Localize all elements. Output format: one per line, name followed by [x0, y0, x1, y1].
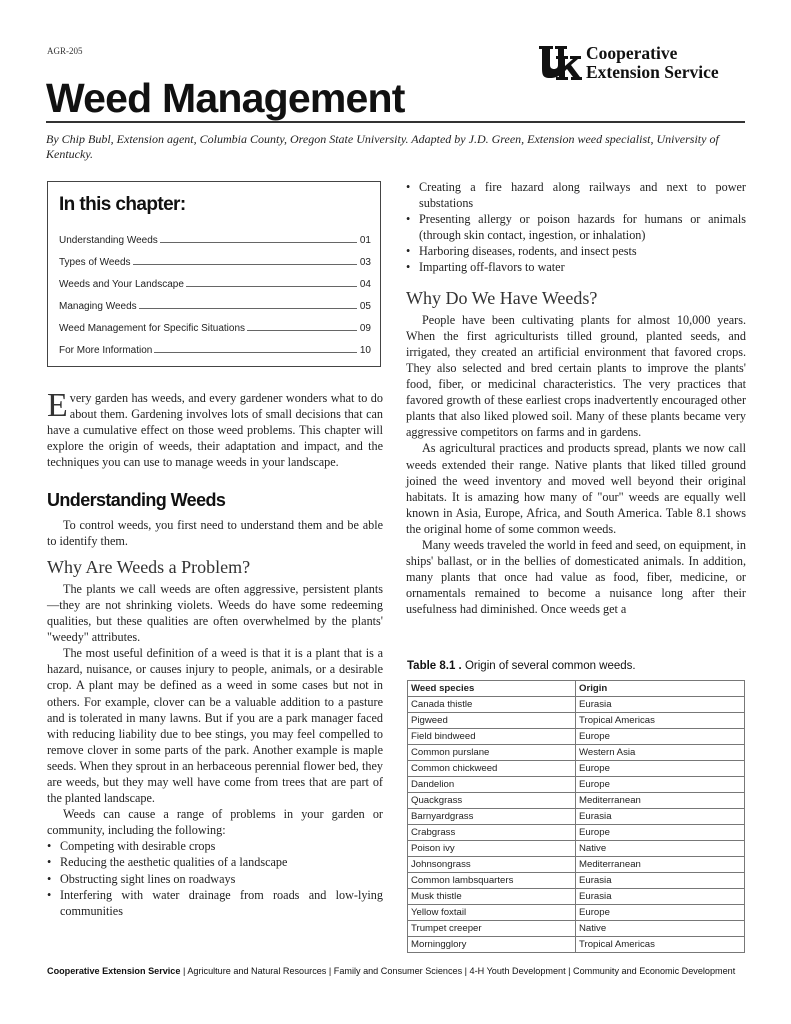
page-title: Weed Management	[46, 75, 405, 121]
problems-list	[47, 838, 383, 918]
list-item: • Reducing the aesthetic qualities of a landscape	[47, 854, 383, 870]
understanding-weeds-heading: Understanding Weeds	[47, 490, 226, 511]
extension-logo	[538, 43, 748, 85]
body-paragraph: Many weeds traveled the world in feed and seed, on equipment, in ships' ballast, or in the bellies of domesticated animals. In addition, many plants that once had value as food, fiber, medicine, or ornamentals remained to become a nuisance long after their usefulness had diminished. Once weeds get a	[406, 537, 746, 617]
contents-heading: In this chapter:	[59, 194, 186, 215]
origin-cell: Native	[576, 841, 745, 857]
drop-cap: E	[47, 387, 68, 424]
table-row	[408, 873, 745, 889]
toc-item-label: Weeds and Your Landscape	[59, 279, 184, 290]
footer-org: Cooperative Extension Service	[47, 966, 181, 976]
right-column	[406, 179, 746, 617]
toc-item[interactable]	[59, 254, 371, 268]
toc-item-label: For More Information	[59, 345, 153, 356]
weed-species-cell: Field bindweed	[408, 729, 576, 745]
table-caption	[407, 660, 636, 672]
table-row	[408, 761, 745, 777]
list-item: • Harboring diseases, rodents, and insect pests	[406, 243, 746, 259]
toc-item-page: 10	[359, 345, 371, 356]
table-row	[408, 777, 745, 793]
origin-cell: Eurasia	[576, 889, 745, 905]
origin-cell: Europe	[576, 905, 745, 921]
toc-item-page: 09	[359, 323, 371, 334]
weed-species-cell: Canada thistle	[408, 697, 576, 713]
weed-species-cell: Poison ivy	[408, 841, 576, 857]
toc-item-label: Managing Weeds	[59, 301, 137, 312]
weed-species-cell: Yellow foxtail	[408, 905, 576, 921]
body-paragraph: The plants we call weeds are often aggressive, persistent plants—they are not shrinking violets. Weeds do have some redeeming qualities, but these qualities are often overwhelmed by the plants' "weedy" attributes.	[47, 581, 383, 645]
origin-cell: Europe	[576, 777, 745, 793]
table-row	[408, 809, 745, 825]
table-row	[408, 825, 745, 841]
origin-cell: Mediterranean	[576, 793, 745, 809]
weed-species-cell: Common lambsquarters	[408, 873, 576, 889]
table-row	[408, 905, 745, 921]
table-row	[408, 921, 745, 937]
footer-programs: | Agriculture and Natural Resources | Family and Consumer Sciences | 4-H Youth Development | Community and Economic Development	[180, 966, 736, 976]
logo-line-1: Cooperative	[586, 43, 678, 63]
problems-list-continued	[406, 179, 746, 276]
toc-item-label: Understanding Weeds	[59, 235, 158, 246]
origin-cell: Europe	[576, 825, 745, 841]
origin-cell: Europe	[576, 729, 745, 745]
column-header-species: Weed species	[408, 681, 576, 697]
origin-cell: Native	[576, 921, 745, 937]
toc-item[interactable]	[59, 232, 371, 246]
table-row	[408, 937, 745, 953]
toc-item-label: Types of Weeds	[59, 257, 131, 268]
table-row	[408, 745, 745, 761]
origin-cell: Tropical Americas	[576, 713, 745, 729]
body-paragraph: To control weeds, you first need to understand them and be able to identify them.	[47, 517, 383, 548]
origin-cell: Eurasia	[576, 809, 745, 825]
left-column	[47, 387, 383, 919]
origin-cell: Europe	[576, 761, 745, 777]
table-caption-text: Origin of several common weeds.	[464, 660, 636, 672]
toc-item-page: 04	[359, 279, 371, 290]
weed-species-cell: Barnyardgrass	[408, 809, 576, 825]
toc-item-page: 05	[359, 301, 371, 312]
intro-text: very garden has weeds, and every gardener wonders what to do about them. Gardening involves lots of small decisions that can have a cumulative effect on those weed problems. This chapter will explore the origin of weeds, their adaptation and impact, and the techniques you can use to manage weeds in your landscape.	[47, 391, 383, 470]
body-paragraph: Weeds can cause a range of problems in your garden or community, including the following:	[47, 807, 383, 838]
toc-item-page: 01	[359, 235, 371, 246]
origin-cell: Tropical Americas	[576, 937, 745, 953]
logo-wordmark	[586, 44, 719, 82]
origin-cell: Eurasia	[576, 697, 745, 713]
list-item: • Creating a fire hazard along railways and next to power substations	[406, 179, 746, 211]
table-row	[408, 713, 745, 729]
list-item: • Presenting allergy or poison hazards for humans or animals (through skin contact, ingestion, or inhalation)	[406, 211, 746, 243]
toc-item-label: Weed Management for Specific Situations	[59, 323, 246, 334]
weed-species-cell: Pigweed	[408, 713, 576, 729]
weed-species-cell: Crabgrass	[408, 825, 576, 841]
list-item: • Competing with desirable crops	[47, 838, 383, 854]
table-row	[408, 889, 745, 905]
uk-logo-icon	[538, 43, 582, 83]
body-paragraph: As agricultural practices and products spread, plants we now call weeds extended their range. Native plants that liked tilled ground joined the weed inventory and moved well beyond their original habitats. It is amazing how many of "our" weeds are equally well known in Asia, Europe, Africa, and South America. Table 8.1 shows the original home of some common weeds.	[406, 441, 746, 536]
chapter-contents-box	[47, 181, 381, 367]
toc-item[interactable]	[59, 276, 371, 290]
page-footer	[47, 966, 747, 976]
table-row	[408, 841, 745, 857]
table-row	[408, 697, 745, 713]
list-item: • Interfering with water drainage from roads and low-lying communities	[47, 887, 383, 919]
body-paragraph: The most useful definition of a weed is that it is a plant that is a hazard, nuisance, or causes injury to people, animals, or a desirable crop. A plant may be defined as a weed in some cases but not in others. For example, clover can be a valuable addition to a pasture and is tolerated in many lawns. But if you are a park manager faced with reducing liability due to bee stings, you may feel compelled to remove clover in some parts of the park. Another example is maple seeds. When they sprout in an herbaceous perennial flower bed, they are weeds, but they may well have come from trees that are part of the planted landscape.	[47, 646, 383, 806]
toc-item[interactable]	[59, 320, 371, 334]
weeds-problem-heading: Why Are Weeds a Problem?	[47, 556, 251, 577]
list-item: • Obstructing sight lines on roadways	[47, 871, 383, 887]
byline: By Chip Bubl, Extension agent, Columbia County, Oregon State University. Adapted by J.D. Green, Extension weed specialist, University of Kentucky.	[46, 132, 719, 161]
weed-species-cell: Johnsongrass	[408, 857, 576, 873]
table-row	[408, 793, 745, 809]
origin-cell: Mediterranean	[576, 857, 745, 873]
intro-paragraph	[47, 387, 383, 470]
weed-species-cell: Morningglory	[408, 937, 576, 953]
weed-species-cell: Musk thistle	[408, 889, 576, 905]
weed-species-cell: Common chickweed	[408, 761, 576, 777]
column-header-origin: Origin	[576, 681, 745, 697]
body-paragraph: People have been cultivating plants for almost 10,000 years. When the first agriculturists tilled ground, planted seeds, and irrigated, they created an artificial environment that favored crops. They also selected and bred certain plants to improve the plants' food, fiber, or medicinal characteristics. The very practices that favored growth of these earliest crops inadvertently encouraged other plants that also liked plowed soil. Many of these plants became very aggressive competitors on farms and in gardens.	[406, 312, 746, 440]
toc-item[interactable]	[59, 342, 371, 356]
weed-species-cell: Dandelion	[408, 777, 576, 793]
list-item: • Imparting off-flavors to water	[406, 259, 746, 275]
title-rule	[46, 121, 745, 123]
toc-item-page: 03	[359, 257, 371, 268]
weed-species-cell: Common purslane	[408, 745, 576, 761]
toc-item[interactable]	[59, 298, 371, 312]
table-header-row	[408, 681, 745, 697]
origin-cell: Eurasia	[576, 873, 745, 889]
table-row	[408, 729, 745, 745]
table-row	[408, 857, 745, 873]
table-body	[408, 697, 745, 953]
logo-line-2: Extension Service	[586, 62, 719, 82]
weed-species-cell: Quackgrass	[408, 793, 576, 809]
origin-cell: Western Asia	[576, 745, 745, 761]
why-weeds-heading: Why Do We Have Weeds?	[406, 287, 598, 308]
table-caption-label: Table 8.1 .	[407, 660, 462, 672]
document-code: AGR-205	[47, 46, 83, 56]
weed-species-cell: Trumpet creeper	[408, 921, 576, 937]
weed-origin-table	[407, 680, 745, 953]
